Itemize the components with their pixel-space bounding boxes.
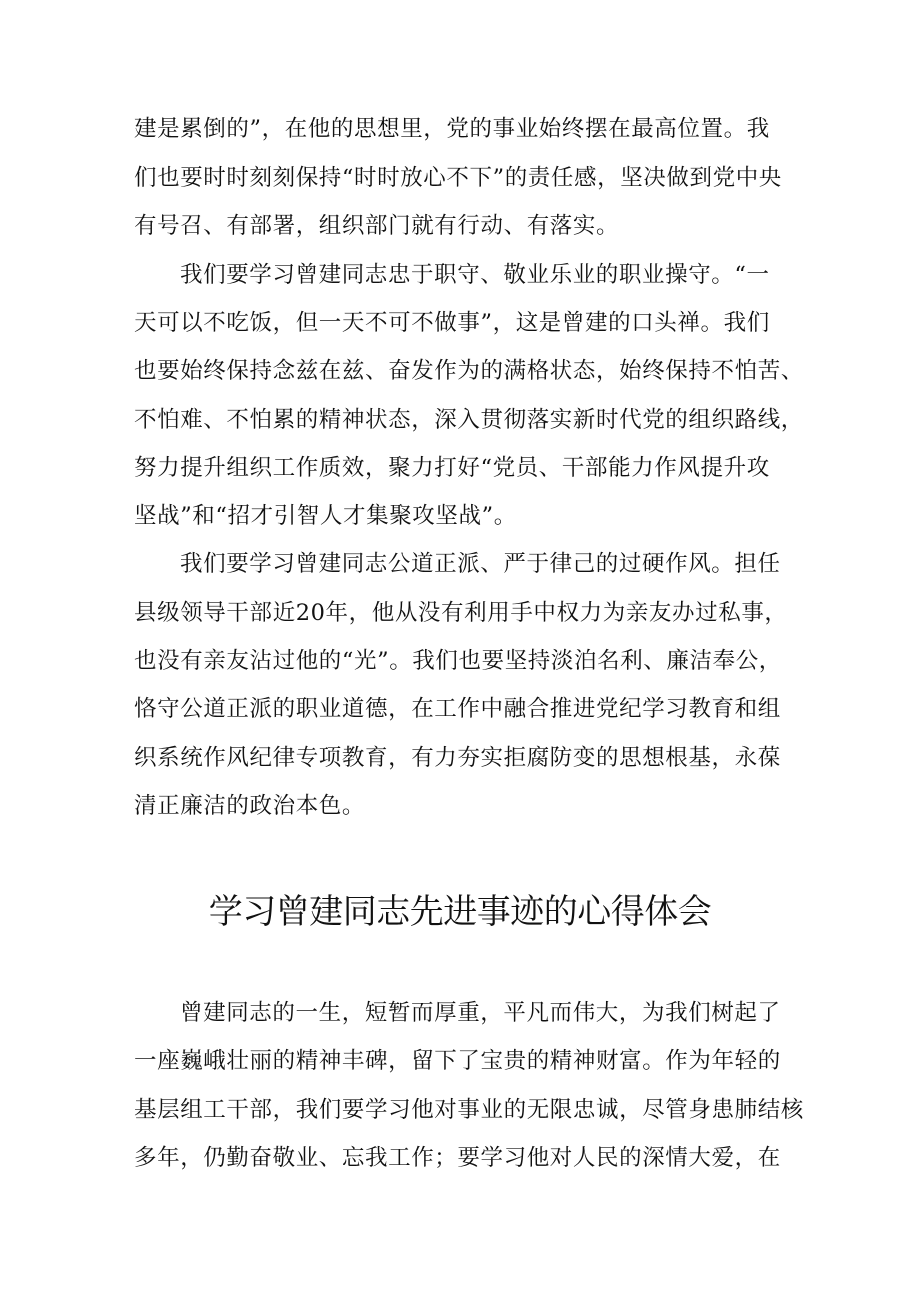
text-line: 县级领导干部近20年，他从没有利用手中权力为亲友办过私事， bbox=[134, 600, 788, 626]
section-title: 学习曾建同志先进事迹的心得体会 bbox=[208, 892, 712, 932]
text-line: 也要始终保持念兹在兹、奋发作为的满格状态，始终保持不怕苦、 bbox=[134, 358, 804, 384]
text-line: 多年，仍勤奋敬业、忘我工作；要学习他对人民的深情大爱，在 bbox=[134, 1145, 781, 1171]
text-line: 也没有亲友沾过他的“光”。我们也要坚持淡泊名利、廉洁奉公， bbox=[134, 648, 782, 674]
text-line: 织系统作风纪律专项教育，有力夯实拒腐防变的思想根基，永葆 bbox=[134, 745, 781, 771]
text-line: 基层组工干部，我们要学习他对事业的无限忠诚，尽管身患肺结核 bbox=[134, 1097, 804, 1123]
text-line: 清正廉洁的政治本色。 bbox=[134, 793, 366, 819]
text-line: 有号召、有部署，组织部门就有行动、有落实。 bbox=[134, 213, 620, 239]
text-line: 我们要学习曾建同志公道正派、严于律己的过硬作风。担任 bbox=[180, 551, 781, 577]
text-line: 曾建同志的一生，短暂而厚重，平凡而伟大，为我们树起了 bbox=[180, 1000, 781, 1026]
text-line: 们也要时时刻刻保持“时时放心不下”的责任感，坚决做到党中央 bbox=[134, 165, 782, 191]
text-line: 恪守公道正派的职业道德，在工作中融合推进党纪学习教育和组 bbox=[134, 696, 781, 722]
text-line: 我们要学习曾建同志忠于职守、敬业乐业的职业操守。“一 bbox=[180, 262, 770, 288]
text-line: 建是累倒的”，在他的思想里，党的事业始终摆在最高位置。我 bbox=[134, 116, 770, 142]
text-line: 不怕难、不怕累的精神状态，深入贯彻落实新时代党的组织路线， bbox=[134, 407, 804, 433]
text-line: 坚战”和“招才引智人才集聚攻坚战”。 bbox=[134, 503, 517, 529]
text-line: 努力提升组织工作质效，聚力打好“党员、干部能力作风提升攻 bbox=[134, 455, 770, 481]
text-line: 天可以不吃饭，但一天不可不做事”，这是曾建的口头禅。我们 bbox=[134, 310, 770, 336]
text-line: 一座巍峨壮丽的精神丰碑，留下了宝贵的精神财富。作为年轻的 bbox=[134, 1048, 781, 1074]
